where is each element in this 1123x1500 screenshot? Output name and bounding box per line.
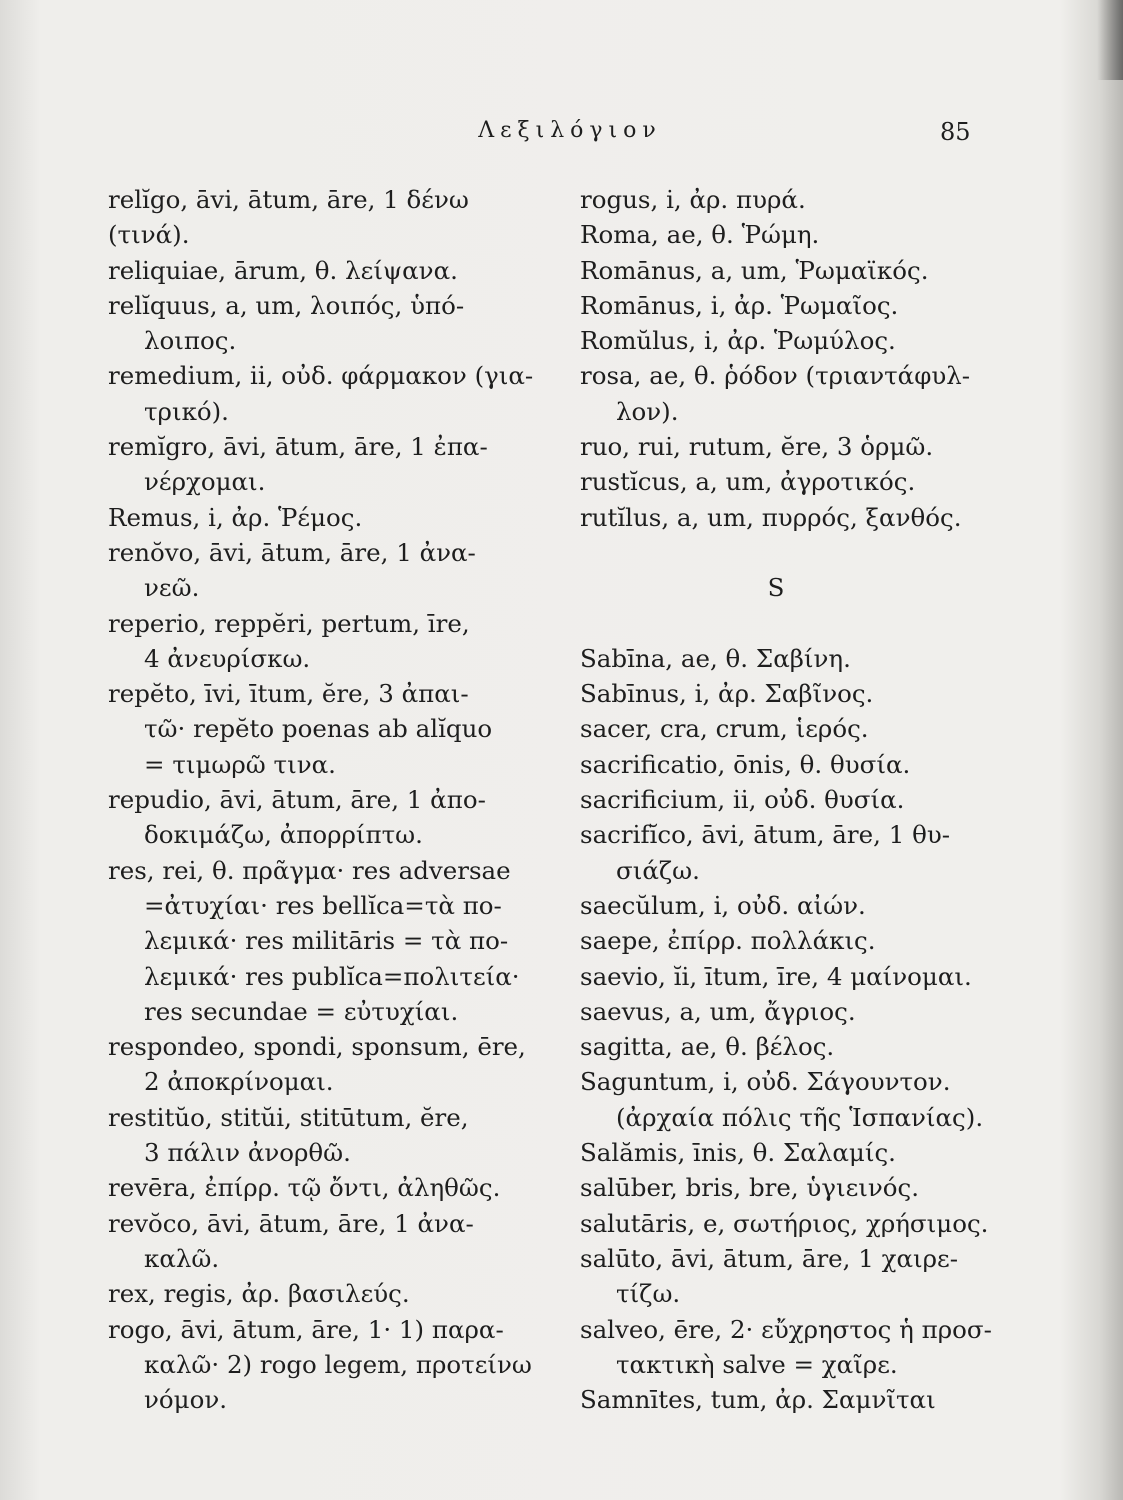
dictionary-line: renŏvo, āvi, ātum, āre, 1 ἀνα- — [108, 537, 476, 567]
dictionary-line: res secundae = εὐτυχίαι. — [144, 996, 459, 1026]
dictionary-line: res, rei, θ. πρᾶγμα· res adversae — [108, 855, 511, 885]
dictionary-line: saecŭlum, i, οὐδ. αἰών. — [580, 890, 866, 920]
dictionary-line: τῶ· repĕto poenas ab alĭquo — [144, 714, 493, 744]
dictionary-line: Romānus, a, um, Ῥωμαϊκός. — [580, 255, 929, 285]
dictionary-line: salūto, āvi, ātum, āre, 1 χαιρε- — [580, 1243, 959, 1273]
dictionary-line: ruo, rui, rutum, ĕre, 3 ὁρμῶ. — [580, 432, 934, 462]
dictionary-line: καλῶ. — [144, 1243, 220, 1273]
dictionary-line: salūber, bris, bre, ὑγιεινός. — [580, 1173, 920, 1203]
page-edge-shadow — [1097, 0, 1123, 80]
dictionary-line: rutĭlus, a, um, πυρρός, ξανθός. — [580, 502, 962, 532]
dictionary-line: revŏco, āvi, ātum, āre, 1 ἀνα- — [108, 1208, 474, 1238]
dictionary-line: salutāris, e, σωτήριος, χρήσιμος. — [580, 1208, 989, 1238]
dictionary-line: repudio, āvi, ātum, āre, 1 ἀπο- — [108, 785, 486, 815]
dictionary-line: λεμικά· res publĭca=πολιτεία· — [144, 961, 520, 991]
dictionary-line: saevio, ĭi, ītum, īre, 4 μαίνομαι. — [580, 961, 972, 991]
left-column — [108, 182, 548, 1417]
dictionary-line: λεμικά· res militāris = τὰ πο- — [144, 926, 509, 956]
dictionary-line: 3 πάλιν ἀνορθῶ. — [144, 1138, 351, 1168]
dictionary-line: rogus, i, ἀρ. πυρά. — [580, 185, 806, 214]
dictionary-line: καλῶ· 2) rogo legem, προτείνω — [144, 1349, 532, 1379]
dictionary-line: sacer, cra, crum, ἱερός. — [580, 714, 869, 744]
page-number: 85 — [940, 118, 971, 146]
dictionary-line: τίζω. — [616, 1279, 681, 1309]
dictionary-line: (τινά). — [108, 220, 190, 250]
dictionary-line: reliquiae, ārum, θ. λείψανα. — [108, 255, 458, 285]
dictionary-line: 4 ἀνευρίσκω. — [144, 643, 311, 673]
section-letter-heading: S — [767, 573, 785, 603]
dictionary-line: τρικό). — [144, 396, 229, 426]
dictionary-line: sacrificium, ii, οὐδ. θυσία. — [580, 785, 905, 815]
right-column — [580, 182, 1000, 1417]
dictionary-line: remedium, ii, οὐδ. φάρμακον (για- — [108, 361, 534, 391]
dictionary-line: sagitta, ae, θ. βέλος. — [580, 1032, 835, 1062]
dictionary-line: Salămis, īnis, θ. Σαλαμίς. — [580, 1138, 896, 1168]
dictionary-line: relĭquus, a, um, λοιπός, ὑπό- — [108, 290, 465, 320]
dictionary-line: remĭgro, āvi, ātum, āre, 1 ἐπα- — [108, 432, 488, 462]
dictionary-line: salveo, ēre, 2· εὔχρηστος ἡ προσ- — [580, 1314, 992, 1344]
dictionary-line: rogo, āvi, ātum, āre, 1· 1) παρα- — [108, 1314, 504, 1344]
blank-line — [580, 606, 1000, 641]
blank-line — [580, 535, 1000, 570]
dictionary-line: λον). — [616, 396, 679, 426]
dictionary-line: Romŭlus, i, ἀρ. Ῥωμύλος. — [580, 326, 896, 356]
dictionary-line: rustĭcus, a, um, ἀγροτικός. — [580, 467, 916, 497]
dictionary-line: saepe, ἐπίρρ. πολλάκις. — [580, 926, 876, 956]
dictionary-line: λοιπος. — [144, 326, 237, 356]
dictionary-line: Saguntum, i, οὐδ. Σάγουντον. — [580, 1067, 951, 1097]
dictionary-line: Sabīna, ae, θ. Σαβίνη. — [580, 643, 851, 673]
dictionary-line: 2 ἀποκρίνομαι. — [144, 1067, 334, 1097]
dictionary-line: rosa, ae, θ. ῥόδον (τριαντάφυλ- — [580, 361, 971, 391]
dictionary-line: νεῶ. — [144, 573, 200, 603]
dictionary-line: σιάζω. — [616, 855, 700, 885]
dictionary-line: Sabīnus, i, ἀρ. Σαβῖνος. — [580, 679, 874, 709]
dictionary-line: Samnītes, tum, ἀρ. Σαμνῖται — [580, 1385, 936, 1415]
dictionary-line: rex, regis, ἀρ. βασιλεύς. — [108, 1279, 410, 1309]
dictionary-line: Roma, ae, θ. Ῥώμη. — [580, 220, 820, 250]
dictionary-line: repĕto, īvi, ītum, ĕre, 3 ἀπαι- — [108, 679, 469, 709]
dictionary-line: δοκιμάζω, ἀπορρίπτω. — [144, 820, 423, 850]
dictionary-line: saevus, a, um, ἄγριος. — [580, 996, 856, 1026]
dictionary-line: Romānus, i, ἀρ. Ῥωμαῖος. — [580, 290, 899, 320]
dictionary-line: νέρχομαι. — [144, 467, 266, 497]
dictionary-line: (ἀρχαία πόλις τῆς Ἱσπανίας). — [616, 1102, 984, 1132]
running-header-title: Λεξιλόγιον — [478, 118, 662, 143]
dictionary-line: restitŭo, stitŭi, stitūtum, ĕre, — [108, 1102, 469, 1132]
dictionary-line: νόμον. — [144, 1385, 227, 1415]
dictionary-line: relĭgo, āvi, ātum, āre, 1 δένω — [108, 185, 469, 214]
dictionary-line: τακτικὴ salve = χαῖρε. — [616, 1349, 898, 1379]
dictionary-line: respondeo, spondi, sponsum, ēre, — [108, 1032, 526, 1062]
dictionary-line: sacrifĭco, āvi, ātum, āre, 1 θυ- — [580, 820, 950, 850]
dictionary-line: =ἀτυχίαι· res bellĭca=τὰ πο- — [144, 890, 502, 920]
dictionary-line: reperio, reppĕri, pertum, īre, — [108, 608, 470, 638]
dictionary-line: revēra, ἐπίρρ. τῷ ὄντι, ἀληθῶς. — [108, 1173, 501, 1203]
dictionary-line: sacrificatio, ōnis, θ. θυσία. — [580, 749, 911, 779]
dictionary-line: = τιμωρῶ τινα. — [144, 749, 336, 779]
dictionary-line: Remus, i, ἀρ. Ῥέμος. — [108, 502, 363, 532]
